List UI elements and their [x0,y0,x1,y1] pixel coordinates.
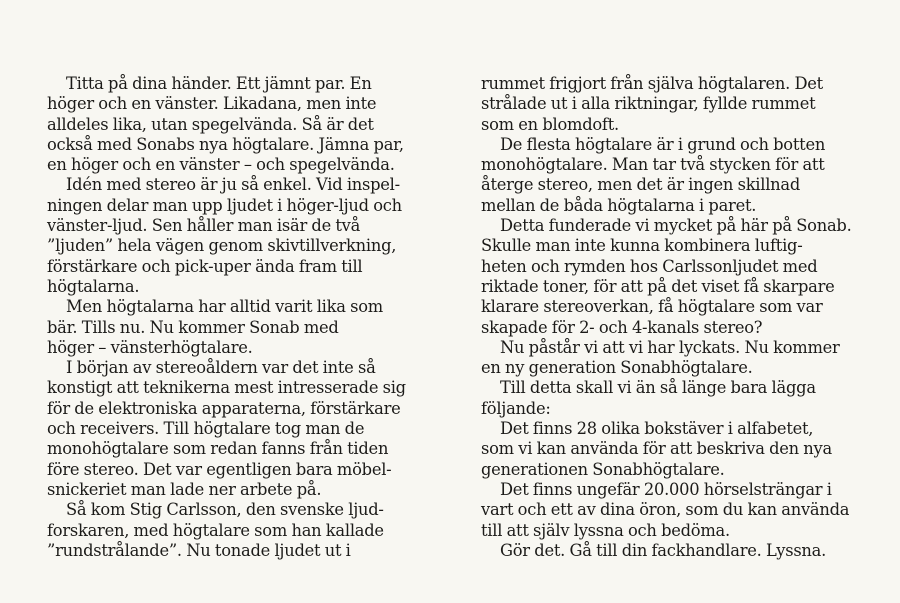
text-line: riktade toner, för att på det viset få skarpare [481,276,835,296]
text-line: konstigt att teknikerna mest intresserade sig [47,378,406,398]
left-text-column [47,74,447,561]
paragraph [47,358,447,500]
paragraph [481,135,881,216]
paragraph [481,378,881,419]
text-line: vart och ett av dina öron, som du kan använda [481,500,850,520]
text-line: Detta funderade vi mycket på här på Sonab. [500,216,852,236]
right-text-column [481,74,881,561]
text-line: ningen delar man upp ljudet i höger-ljud och [47,195,402,215]
text-line: som vi kan använda för att beskriva den nya [481,439,832,459]
text-line: klarare stereoverkan, få högtalare som var [481,297,823,317]
paragraph [481,541,881,561]
paragraph [481,480,881,541]
text-line: Till detta skall vi än så länge bara lägga [500,378,816,398]
text-line: för de elektroniska apparaterna, förstärkare [47,398,401,418]
text-line: Idén med stereo är ju så enkel. Vid inspel- [66,175,400,195]
text-line: forskaren, med högtalare som han kallade [47,520,384,540]
paragraph [481,338,881,379]
paragraph [481,419,881,480]
text-line: Men högtalarna har alltid varit lika som [66,297,383,317]
text-line: en ny generation Sonabhögtalare. [481,358,753,378]
text-line: också med Sonabs nya högtalare. Jämna par, [47,134,404,154]
text-line: mellan de båda högtalarna i paret. [481,195,757,215]
text-line: skapade för 2- och 4-kanals stereo? [481,317,763,337]
text-line: monohögtalare. Man tar två stycken för att [481,155,825,175]
text-line: rummet frigjort från själva högtalaren. Det [481,74,823,93]
text-line: före stereo. Det var egentligen bara möbel- [47,459,392,479]
text-line: ”ljuden” hela vägen genom skivtillverkning, [47,236,397,256]
text-line: snickeriet man lade ner arbete på. [47,479,322,499]
text-line: återge stereo, men det är ingen skillnad [481,175,801,195]
text-line: höger – vänsterhögtalare. [47,337,253,357]
text-line: generationen Sonabhögtalare. [481,459,725,479]
text-line: bär. Tills nu. Nu kommer Sonab med [47,317,339,337]
text-line: Det finns ungefär 20.000 hörselsträngar i [500,479,832,499]
paragraph [47,74,447,175]
text-line: en höger och en vänster – och spegelvända. [47,155,395,175]
text-line: Gör det. Gå till din fackhandlare. Lyssna. [500,540,827,560]
text-line: till att själv lyssna och bedöma. [481,520,730,540]
text-line: höger och en vänster. Likadana, men inte [47,94,377,114]
text-line: strålade ut i alla riktningar, fyllde rummet [481,94,816,114]
paragraph [47,297,447,358]
text-line: högtalarna. [47,276,140,296]
text-line: alldeles lika, utan spegelvända. Så är det [47,114,374,134]
paragraph [481,216,881,338]
text-line: förstärkare och pick-uper ända fram till [47,256,363,276]
text-line: Skulle man inte kunna kombinera luftig- [481,236,803,256]
paragraph [47,175,447,297]
text-line: vänster-ljud. Sen håller man isär de två [47,216,361,236]
text-line: monohögtalare som redan fanns från tiden [47,439,389,459]
text-line: Så kom Stig Carlsson, den svenske ljud- [66,500,384,520]
text-line: I början av stereoåldern var det inte så [66,358,376,378]
text-line: Titta på dina händer. Ett jämnt par. En [66,74,372,93]
text-line: heten och rymden hos Carlssonljudet med [481,256,818,276]
text-line: De flesta högtalare är i grund och botten [500,134,826,154]
text-line: ”rundstrålande”. Nu tonade ljudet ut i [47,540,351,560]
text-line: Nu påstår vi att vi har lyckats. Nu kommer [500,337,840,357]
text-line: Det finns 28 olika bokstäver i alfabetet, [500,419,814,439]
paragraph [47,500,447,561]
text-line: som en blomdoft. [481,114,619,134]
text-line: följande: [481,398,551,418]
paragraph [481,74,881,135]
text-line: och receivers. Till högtalare tog man de [47,419,365,439]
